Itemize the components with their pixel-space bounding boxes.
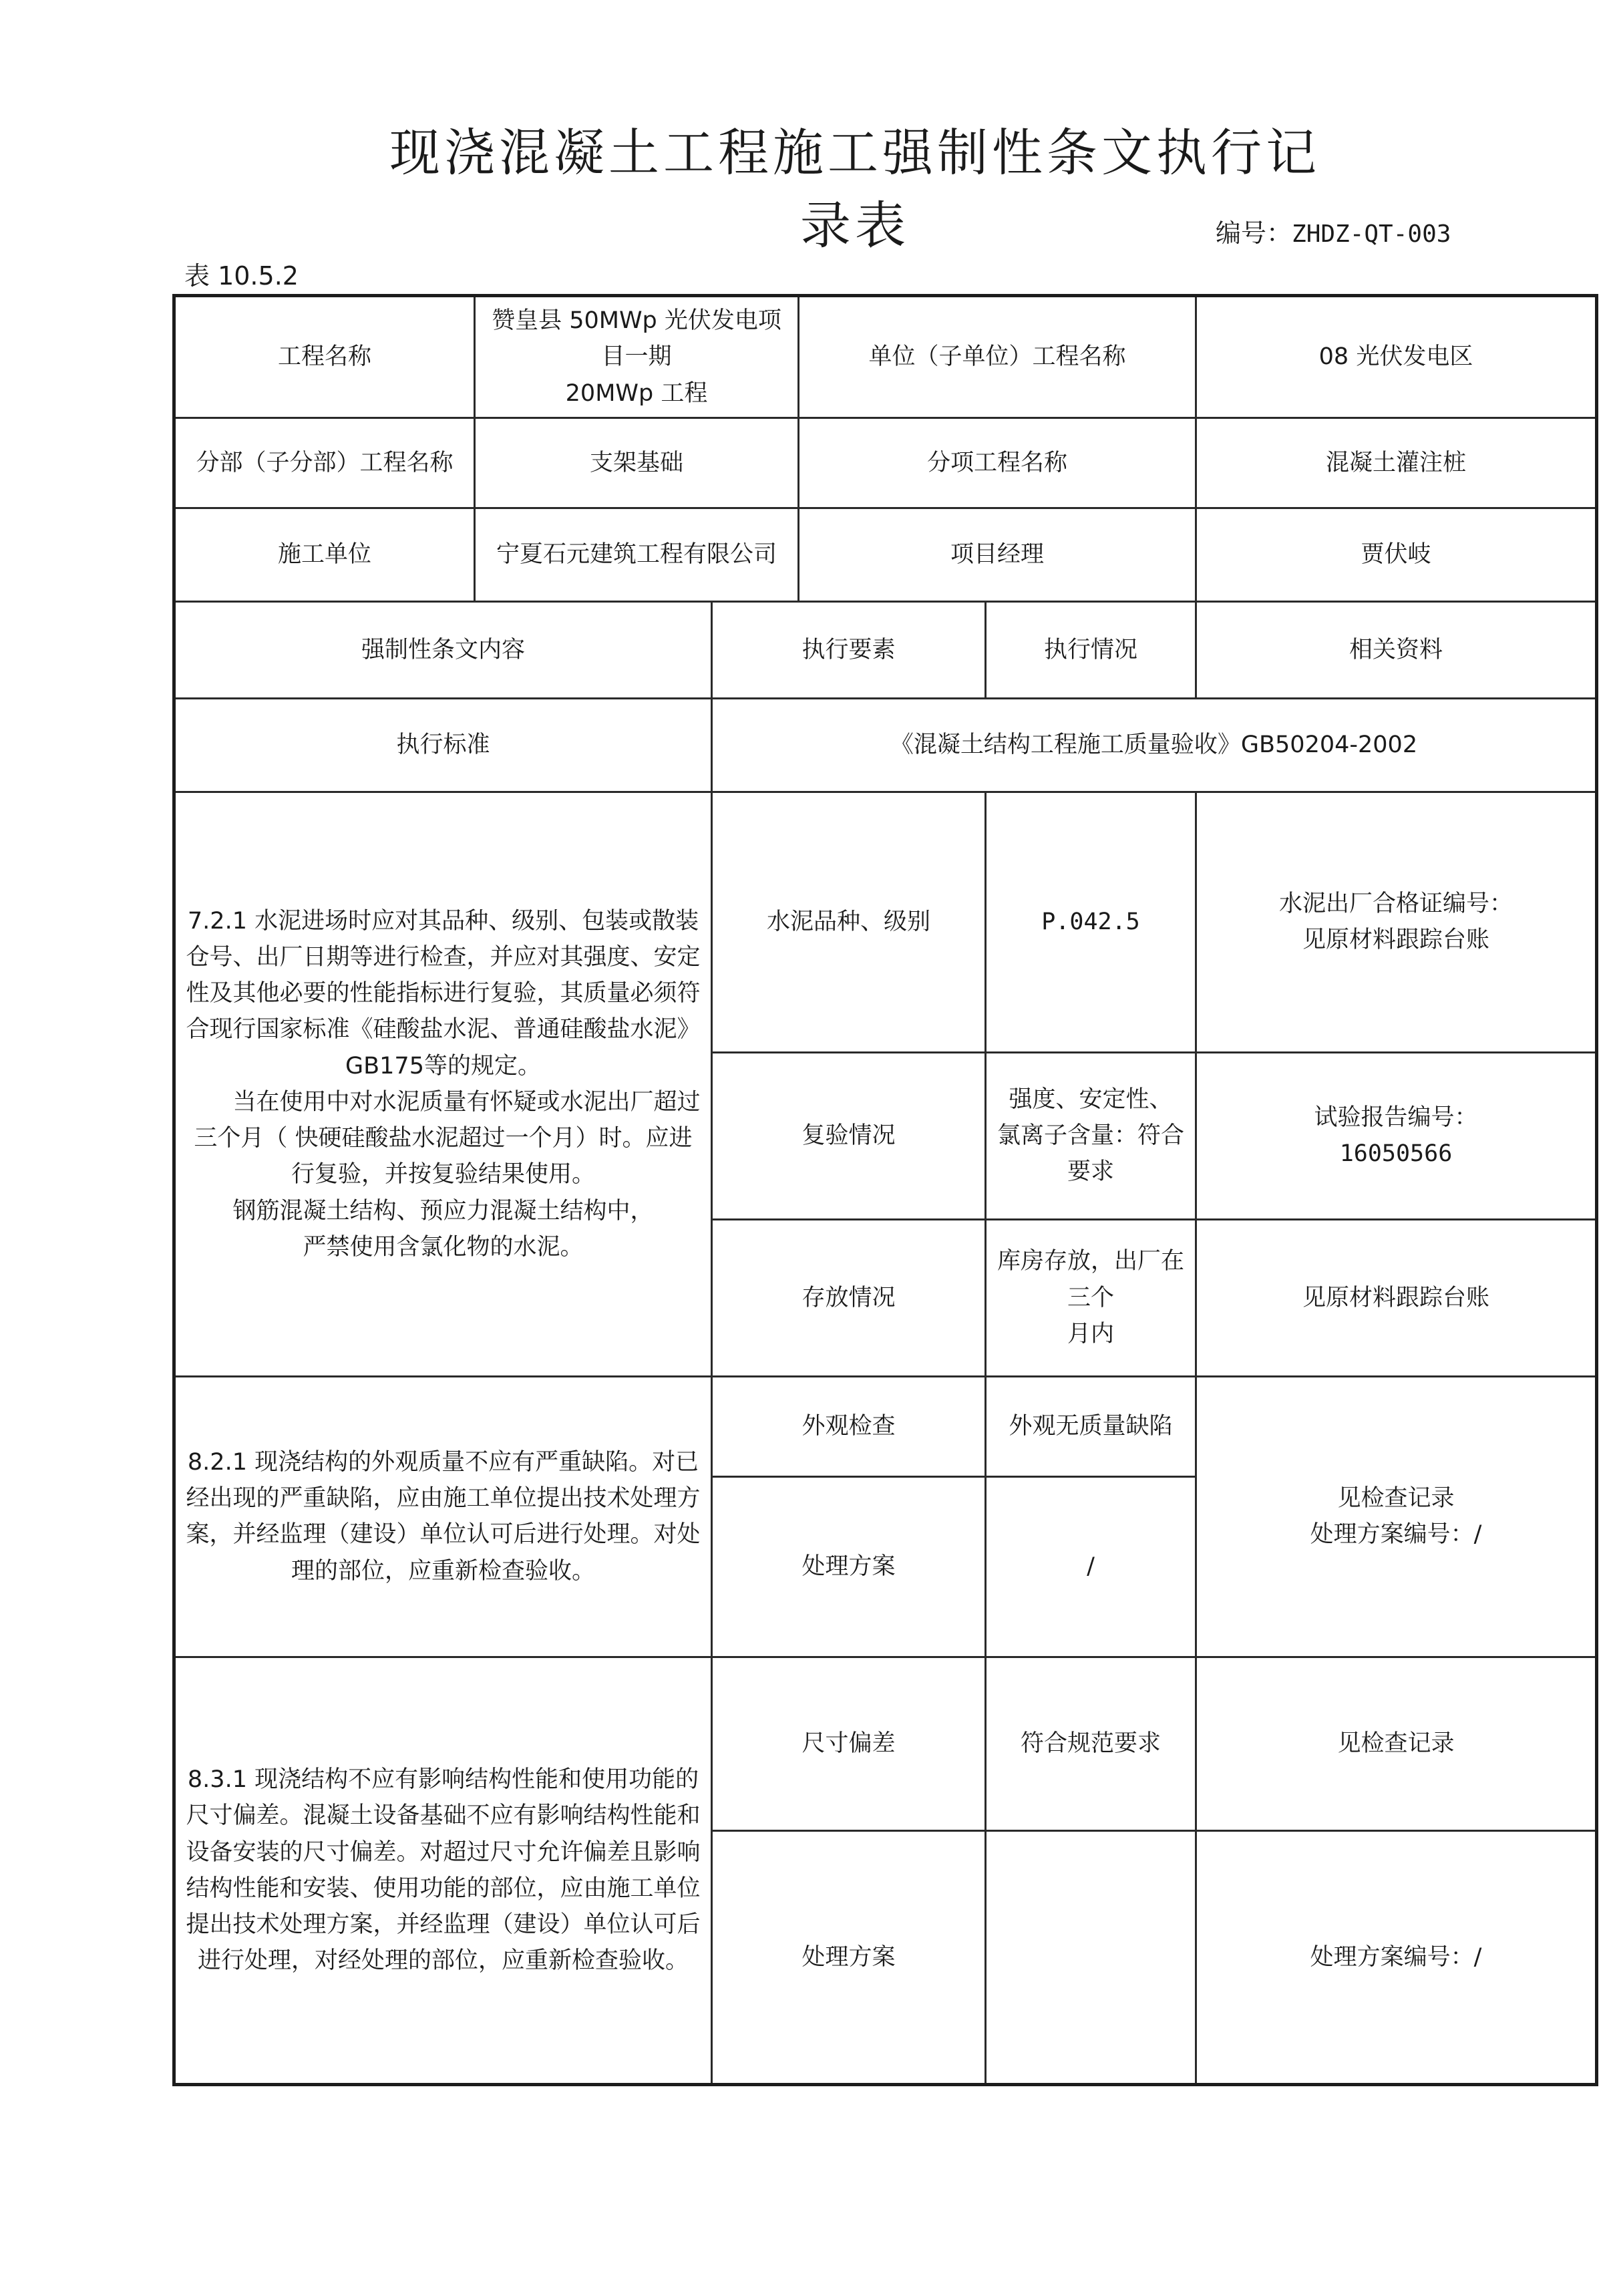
clause-831-docs-1: 见检查记录 bbox=[1196, 1657, 1597, 1830]
unit-name-value: 08 光伏发电区 bbox=[1196, 296, 1597, 418]
clause-721-docs-1 bbox=[1196, 792, 1597, 1052]
clause-721-status-2 bbox=[986, 1052, 1196, 1219]
clause-821-docs-line-2: 处理方案编号：/ bbox=[1310, 1521, 1482, 1548]
serial-label: 编号： bbox=[1216, 218, 1292, 248]
row-721-a bbox=[174, 792, 1597, 1052]
col-header-status: 执行情况 bbox=[986, 601, 1196, 698]
serial-value: ZHDZ-QT-003 bbox=[1292, 220, 1451, 248]
page-title: 现浇混凝土工程施工强制性条文执行记录表 bbox=[389, 123, 1320, 255]
row-821-a bbox=[174, 1376, 1597, 1476]
clause-721-p1: 7.2.1 水泥进场时应对其品种、级别、包装或散装仓号、出厂日期等进行检查，并应对其强度、安定性及其他必要的性能指标进行复验，其质量必须符合现行国家标准《硅酸盐水泥、普通硅酸盐水泥》GB175等的规定。 bbox=[186, 907, 701, 1080]
clause-721-status-3-line-2: 月内 bbox=[1067, 1320, 1114, 1347]
clause-721-docs-2-line-2: 16050566 bbox=[1339, 1140, 1453, 1168]
clause-821-text: 8.2.1 现浇结构的外观质量不应有严重缺陷。对已经出现的严重缺陷，应由施工单位提出技术处理方案，并经监理（建设）单位认可后进行处理。对处理的部位，应重新检查验收。 bbox=[174, 1376, 712, 1657]
division-label: 分部（子分部）工程名称 bbox=[174, 418, 475, 508]
clause-721-docs-2 bbox=[1196, 1052, 1597, 1219]
item-label: 分项工程名称 bbox=[799, 418, 1196, 508]
col-header-element: 执行要素 bbox=[712, 601, 986, 698]
clause-721-text bbox=[174, 792, 712, 1376]
row-831-a bbox=[174, 1657, 1597, 1830]
manager-label: 项目经理 bbox=[799, 508, 1196, 601]
clause-721-docs-1-line-1: 水泥出厂合格证编号： bbox=[1278, 890, 1513, 917]
clause-721-status-2-line-2: 氯离子含量：符合要求 bbox=[997, 1122, 1184, 1186]
clause-721-status-2-line-1: 强度、安定性、 bbox=[1009, 1086, 1173, 1113]
clause-721-docs-3: 见原材料跟踪台账 bbox=[1196, 1219, 1597, 1376]
clause-721-status-1: P.042.5 bbox=[986, 792, 1196, 1052]
col-header-content: 强制性条文内容 bbox=[174, 601, 712, 698]
project-name-line-1: 赞皇县 50MWp 光伏发电项目一期 bbox=[492, 307, 781, 371]
contractor-value: 宁夏石元建筑工程有限公司 bbox=[475, 508, 799, 601]
clause-821-status-2: / bbox=[986, 1476, 1196, 1657]
standard-label: 执行标准 bbox=[174, 698, 712, 792]
project-name-line-2: 20MWp 工程 bbox=[565, 379, 708, 407]
record-table bbox=[172, 294, 1598, 2086]
clause-821-docs-line-1: 见检查记录 bbox=[1337, 1485, 1455, 1512]
row-column-headers bbox=[174, 601, 1597, 698]
clause-721-p2: 当在使用中对水泥质量有怀疑或水泥出厂超过三个月（ 快硬硅酸盐水泥超过一个月）时。应进行复验，并按复验结果使用。 bbox=[194, 1088, 701, 1188]
clause-721-docs-1-line-2: 见原材料跟踪台账 bbox=[1302, 927, 1489, 954]
row-division bbox=[174, 418, 1597, 508]
clause-721-element-1: 水泥品种、级别 bbox=[712, 792, 986, 1052]
clause-821-element-1: 外观检查 bbox=[712, 1376, 986, 1476]
clause-721-status-3 bbox=[986, 1219, 1196, 1376]
item-value: 混凝土灌注桩 bbox=[1196, 418, 1597, 508]
clause-721-element-3: 存放情况 bbox=[712, 1219, 986, 1376]
table-number: 表 10.5.2 bbox=[184, 261, 299, 291]
row-standard bbox=[174, 698, 1597, 792]
unit-name-label: 单位（子单位）工程名称 bbox=[799, 296, 1196, 418]
clause-821-docs bbox=[1196, 1376, 1597, 1657]
col-header-docs: 相关资料 bbox=[1196, 601, 1597, 698]
clause-831-docs-2: 处理方案编号：/ bbox=[1196, 1830, 1597, 2084]
project-name-value bbox=[475, 296, 799, 418]
standard-value: 《混凝土结构工程施工质量验收》GB50204-2002 bbox=[712, 698, 1597, 792]
clause-831-status-1: 符合规范要求 bbox=[986, 1657, 1196, 1830]
clause-721-element-2: 复验情况 bbox=[712, 1052, 986, 1219]
clause-721-docs-2-line-1: 试验报告编号： bbox=[1314, 1104, 1478, 1131]
manager-value: 贾伏岐 bbox=[1196, 508, 1597, 601]
row-project bbox=[174, 296, 1597, 418]
clause-821-element-2: 处理方案 bbox=[712, 1476, 986, 1657]
clause-831-text: 8.3.1 现浇结构不应有影响结构性能和使用功能的尺寸偏差。混凝土设备基础不应有影响结构性能和设备安装的尺寸偏差。对超过尺寸允许偏差且影响结构性能和安装、使用功能的部位，应由施工单位提出技术处理方案，并经监理（建设）单位认可后进行处理，对经处理的部位，应重新检查验收。 bbox=[174, 1657, 712, 2084]
clause-721-p3: 钢筋混凝土结构、预应力混凝土结构中， bbox=[232, 1197, 654, 1224]
project-name-label: 工程名称 bbox=[174, 296, 475, 418]
clause-721-status-3-line-1: 库房存放，出厂在三个 bbox=[997, 1248, 1184, 1311]
clause-831-element-1: 尺寸偏差 bbox=[712, 1657, 986, 1830]
clause-831-element-2: 处理方案 bbox=[712, 1830, 986, 2084]
row-contractor bbox=[174, 508, 1597, 601]
clause-721-p4: 严禁使用含氯化物的水泥。 bbox=[303, 1233, 584, 1261]
division-value: 支架基础 bbox=[475, 418, 799, 508]
clause-821-status-1: 外观无质量缺陷 bbox=[986, 1376, 1196, 1476]
contractor-label: 施工单位 bbox=[174, 508, 475, 601]
serial-number bbox=[1216, 212, 1451, 249]
clause-831-status-2 bbox=[986, 1830, 1196, 2084]
